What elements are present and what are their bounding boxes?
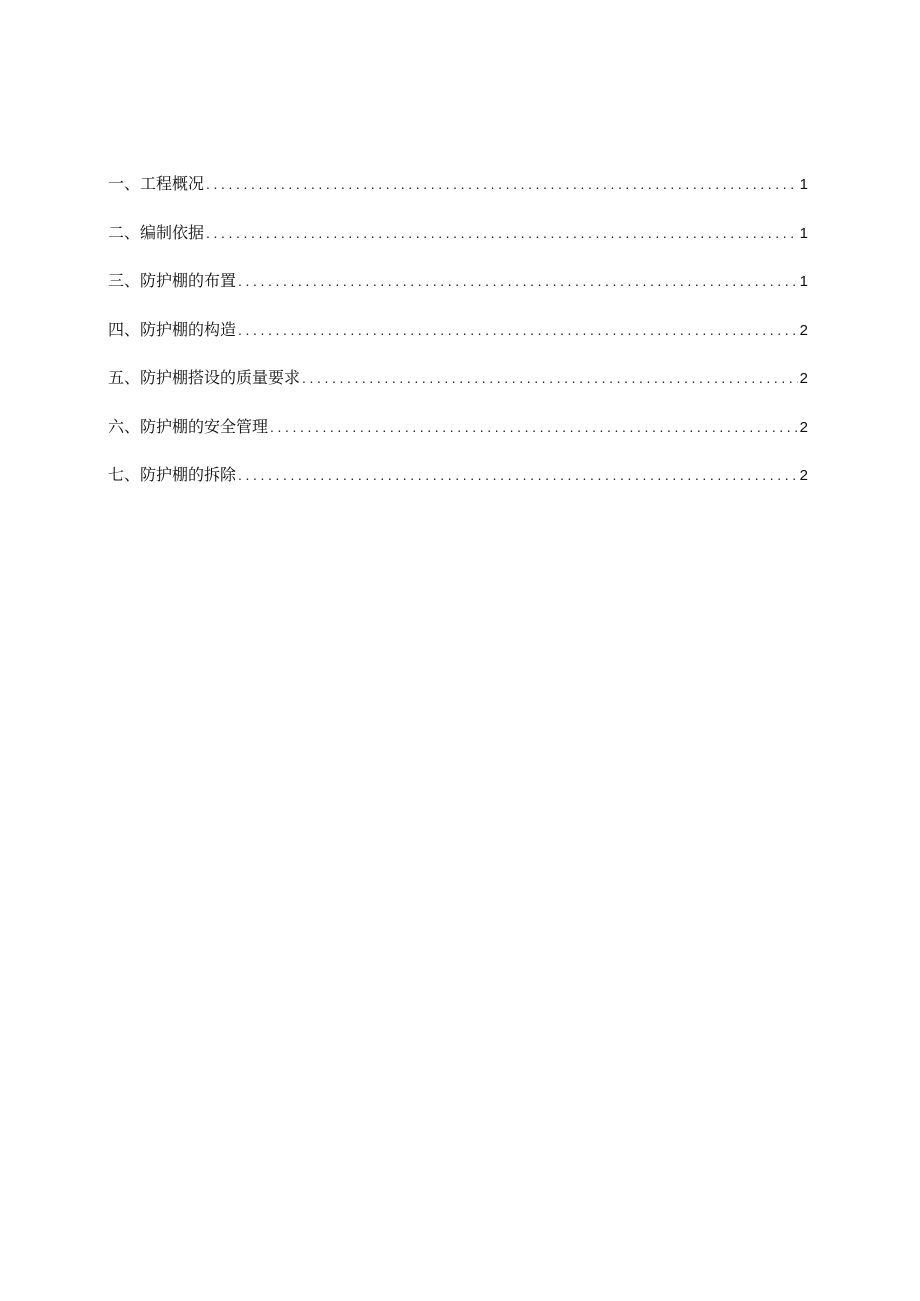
toc-dot-leader <box>238 269 798 293</box>
toc-page-number: 1 <box>799 273 808 290</box>
toc-page-number: 2 <box>799 370 808 387</box>
toc-entry-title: 七、防护棚的拆除 <box>108 465 237 484</box>
toc-entry-title: 六、防护棚的安全管理 <box>108 416 269 436</box>
toc-entry[interactable] <box>108 463 808 487</box>
toc-page-number: 2 <box>799 321 808 339</box>
table-of-contents <box>108 172 808 512</box>
toc-entry-title: 二、编制依据 <box>108 222 205 242</box>
toc-dot-leader <box>302 366 798 390</box>
toc-dot-leader <box>206 221 798 245</box>
toc-dot-leader <box>238 463 798 487</box>
toc-dot-leader <box>238 318 798 342</box>
toc-entry-title: 五、防护棚搭设的质量要求 <box>108 368 301 387</box>
toc-entry[interactable] <box>108 318 808 342</box>
toc-entry-title: 四、防护棚的构造 <box>108 319 237 339</box>
toc-page-number: 2 <box>799 467 808 484</box>
toc-entry[interactable] <box>108 366 808 390</box>
toc-entry[interactable] <box>108 269 808 293</box>
toc-entry-title: 一、工程概况 <box>108 174 205 193</box>
toc-entry[interactable] <box>108 415 808 439</box>
toc-entry[interactable] <box>108 172 808 196</box>
toc-page-number: 2 <box>799 418 808 436</box>
toc-page-number: 1 <box>799 176 808 193</box>
toc-dot-leader <box>206 172 798 196</box>
toc-dot-leader <box>270 415 798 439</box>
toc-entry-title: 三、防护棚的布置 <box>108 271 237 290</box>
toc-entry[interactable] <box>108 221 808 245</box>
toc-page-number: 1 <box>799 224 808 242</box>
